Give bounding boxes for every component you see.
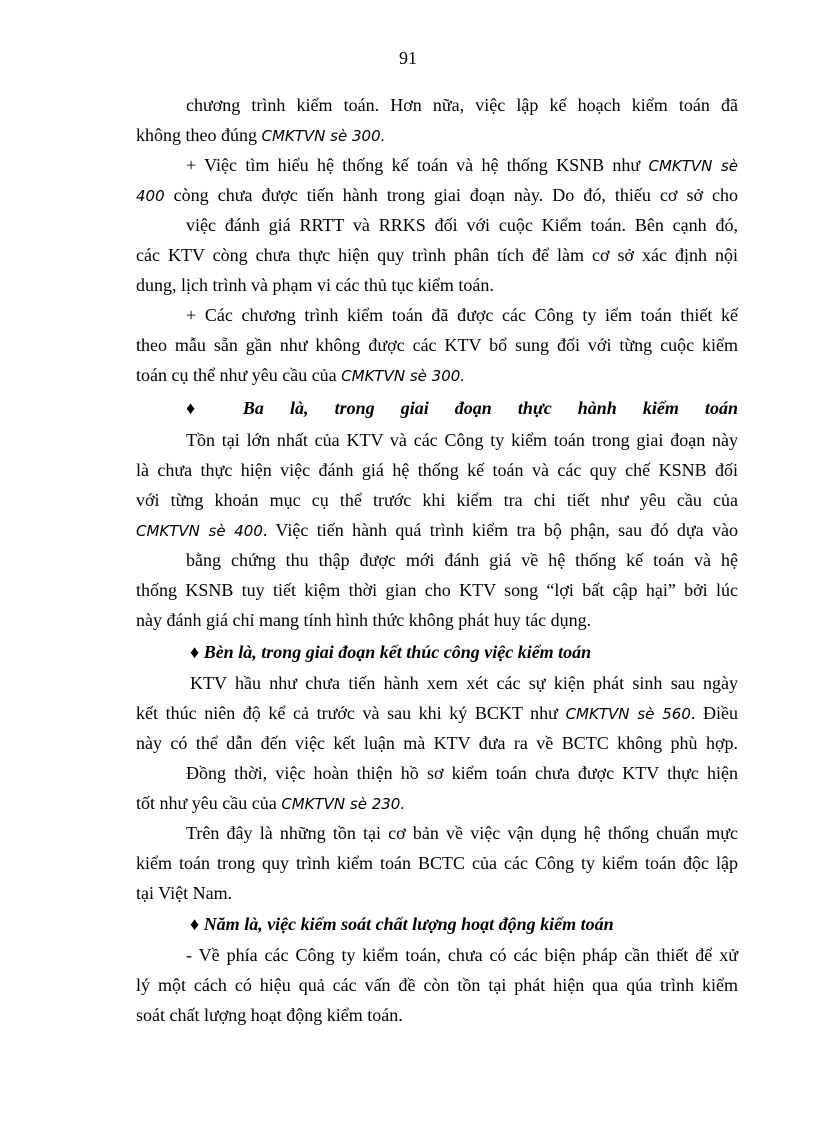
diamond-bullet-icon: ♦ <box>190 914 200 934</box>
text-line: việc đánh giá RRTT và RRKS đối với cuộc Kiểm toán. Bên cạnh đó, <box>186 215 738 235</box>
text-line: Đồng thời, việc hoàn thiện hồ sơ kiểm toán chưa được KTV thực hiện <box>186 763 738 783</box>
text-line: - Về phía các Công ty kiểm toán, chưa có các biện pháp cần thiết để xử <box>186 945 738 965</box>
text-line: là chưa thực hiện việc đánh giá hệ thống kế toán và các quy chế KSNB đối <box>136 460 738 480</box>
text-line: với từng khoản mục cụ thể trước khi kiểm tra chi tiết như yêu cầu của <box>136 490 738 510</box>
text-line: toán cụ thể như yêu cầu của CMKTVN sè 300. <box>136 365 466 385</box>
text-line: + Các chương trình kiểm toán đã được các Công ty iểm toán thiết kế <box>186 305 738 325</box>
diamond-bullet-icon: ♦ <box>190 642 200 662</box>
page-number: 91 <box>399 48 417 68</box>
standard-reference: CMKTVN sè <box>648 157 739 175</box>
text-line: bằng chứng thu thập được mới đánh giá về hệ thống kế toán và hệ <box>186 550 738 570</box>
text-line: các KTV còng chưa thực hiện quy trình phân tích để làm cơ sở xác định nội <box>136 245 738 265</box>
text-line: tốt như yêu cầu của CMKTVN sè 230. <box>136 793 406 813</box>
section-heading-5: ♦ Năm là, việc kiểm soát chất lượng hoạt động kiểm toán <box>190 914 614 934</box>
text-line: 400 còng chưa được tiến hành trong giai đoạn này. Do đó, thiếu cơ sở cho <box>136 185 738 205</box>
section-heading-4: ♦ Bèn là, trong giai đoạn kết thúc công việc kiểm toán <box>190 642 592 662</box>
standard-reference: CMKTVN sè 400 <box>136 522 263 540</box>
text-line: Tồn tại lớn nhất của KTV và các Công ty kiểm toán trong giai đoạn này <box>186 430 738 450</box>
text-line: này đánh giá chỉ mang tính hình thức không phát huy tác dụng. <box>136 610 592 630</box>
text-line: CMKTVN sè 400. Việc tiến hành quá trình kiểm tra bộ phận, sau đó dựa vào <box>136 520 739 540</box>
standard-reference: CMKTVN sè 560 <box>565 705 691 723</box>
text-line: soát chất lượng hoạt động kiểm toán. <box>136 1005 403 1025</box>
text-line: dung, lịch trình và phạm vi các thủ tục kiểm toán. <box>136 275 494 295</box>
text-line: kiểm toán trong quy trình kiểm toán BCTC của các Công ty kiểm toán độc lập <box>136 853 738 873</box>
text-line: thống KSNB tuy tiết kiệm thời gian cho KTV song “lợi bất cập hại” bởi lúc <box>136 580 738 600</box>
text-line: Trên đây là những tồn tại cơ bản về việc vận dụng hệ thống chuẩn mực <box>186 823 738 843</box>
standard-reference: CMKTVN sè 300. <box>261 127 386 145</box>
standard-reference: CMKTVN sè 230. <box>281 795 406 813</box>
text-line: không theo đúng CMKTVN sè 300. <box>136 125 386 145</box>
text-line: + Việc tìm hiểu hệ thống kế toán và hệ thống KSNB như CMKTVN sè <box>186 155 739 175</box>
text-line: này có thể dẫn đến việc kết luận mà KTV đưa ra về BCTC không phù hợp. <box>136 733 738 753</box>
text-line: kết thúc niên độ kể cả trước và sau khi ký BCKT như CMKTVN sè 560. Điều <box>136 703 738 723</box>
standard-reference: 400 <box>136 187 165 205</box>
text-line: tại Việt Nam. <box>136 883 233 903</box>
text-line: theo mẫu sẵn gần như không được các KTV bổ sung đối với từng cuộc kiểm <box>136 335 738 355</box>
diamond-bullet-icon: ♦ <box>186 398 217 418</box>
standard-reference: CMKTVN sè 300. <box>341 367 466 385</box>
text-line: lý một cách có hiệu quả các vấn đề còn tồn tại phát hiện qua qúa trình kiểm <box>136 975 738 995</box>
text-line: chương trình kiểm toán. Hơn nữa, việc lập kế hoạch kiểm toán đã <box>186 95 738 115</box>
text-line: KTV hầu như chưa tiến hành xem xét các sự kiện phát sinh sau ngày <box>190 673 738 693</box>
section-heading-3: ♦ Ba là, trong giai đoạn thực hành kiểm toán <box>186 398 739 418</box>
